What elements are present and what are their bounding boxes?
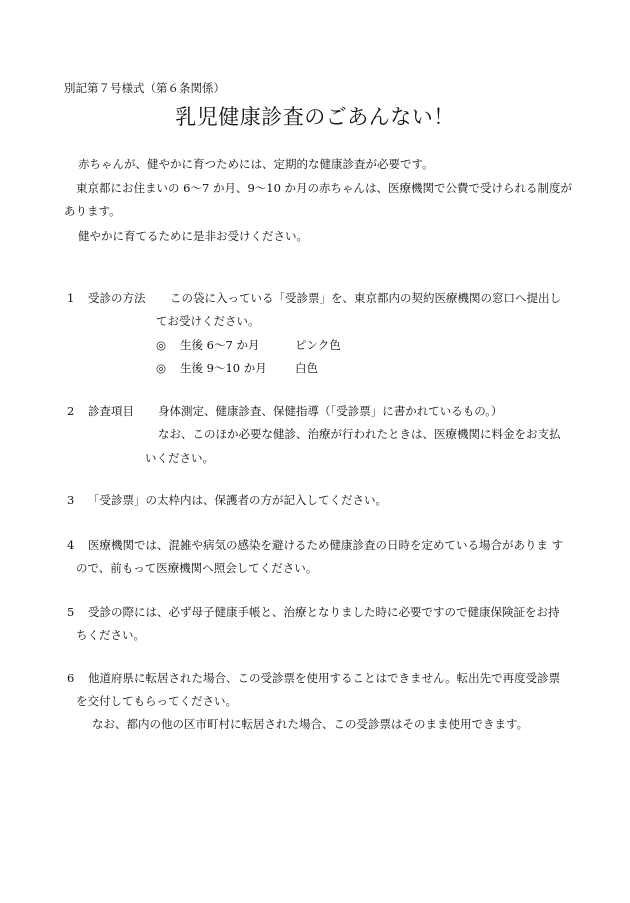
document-title: 乳児健康診査のごあんない！ <box>175 105 455 129</box>
bullet-mark: ◎ <box>156 361 167 375</box>
form-number-label: 別記第７号様式（第６条関係） <box>64 81 225 95</box>
section-text: 他道府県に転居された場合、この受診票を使用することはできません。転出先で再度受診票 <box>88 671 561 685</box>
section-text: ので、前もって医療機関へ照会してください。 <box>76 561 318 575</box>
intro-line: 赤ちゃんが、健やかに育つためには、定期的な健康診査が必要です。 <box>78 157 434 171</box>
section-number: 2 <box>67 404 75 418</box>
section-text: なお、都内の他の区市町村に転居された場合、この受診票はそのまま使用できます。 <box>92 717 529 731</box>
checkup-age: 生後 9〜10 か月 <box>180 361 267 375</box>
section-text: 身体測定、健康診査、保健指導（「受診票」に書かれているもの。） <box>158 404 503 418</box>
section-text: この袋に入っている「受診票」を、東京都内の契約医療機関の窓口へ提出し <box>170 291 561 305</box>
bullet-mark: ◎ <box>156 338 167 352</box>
section-text: 受診の際には、必ず母子健康手帳と、治療となりました時に必要ですので健康保険証をお持 <box>88 605 560 619</box>
section-label: 診査項目 <box>88 404 134 418</box>
form-color: 白色 <box>295 361 318 375</box>
section-text: いください。 <box>145 451 214 465</box>
section-number: 6 <box>67 671 75 685</box>
section-text: てお受けください。 <box>156 314 260 328</box>
section-number: 1 <box>67 291 75 305</box>
checkup-age: 生後 6〜7 か月 <box>180 338 260 352</box>
section-text: 医療機関では、混雑や病気の感染を避けるため健康診査の日時を定めている場合がありま す <box>88 538 564 552</box>
intro-line: あります。 <box>64 204 121 218</box>
section-label: 受診の方法 <box>88 291 146 305</box>
section-number: 5 <box>67 605 75 619</box>
section-text: 「受診票」の太枠内は、保護者の方が記入してください。 <box>88 493 387 507</box>
section-text: を交付してもらってください。 <box>76 694 237 708</box>
section-number: 3 <box>67 493 75 507</box>
intro-line: 東京都にお住まいの 6〜7 か月、9〜10 か月の赤ちゃんは、医療機関で公費で受けられる制度が <box>76 181 573 195</box>
intro-line: 健やかに育てるために是非お受けください。 <box>78 229 308 243</box>
form-color: ピンク色 <box>295 338 341 352</box>
section-text: なお、このほか必要な健診、治療が行われたときは、医療機関に料金をお支払 <box>158 427 561 441</box>
section-text: ちください。 <box>76 628 145 642</box>
section-number: 4 <box>67 538 75 552</box>
